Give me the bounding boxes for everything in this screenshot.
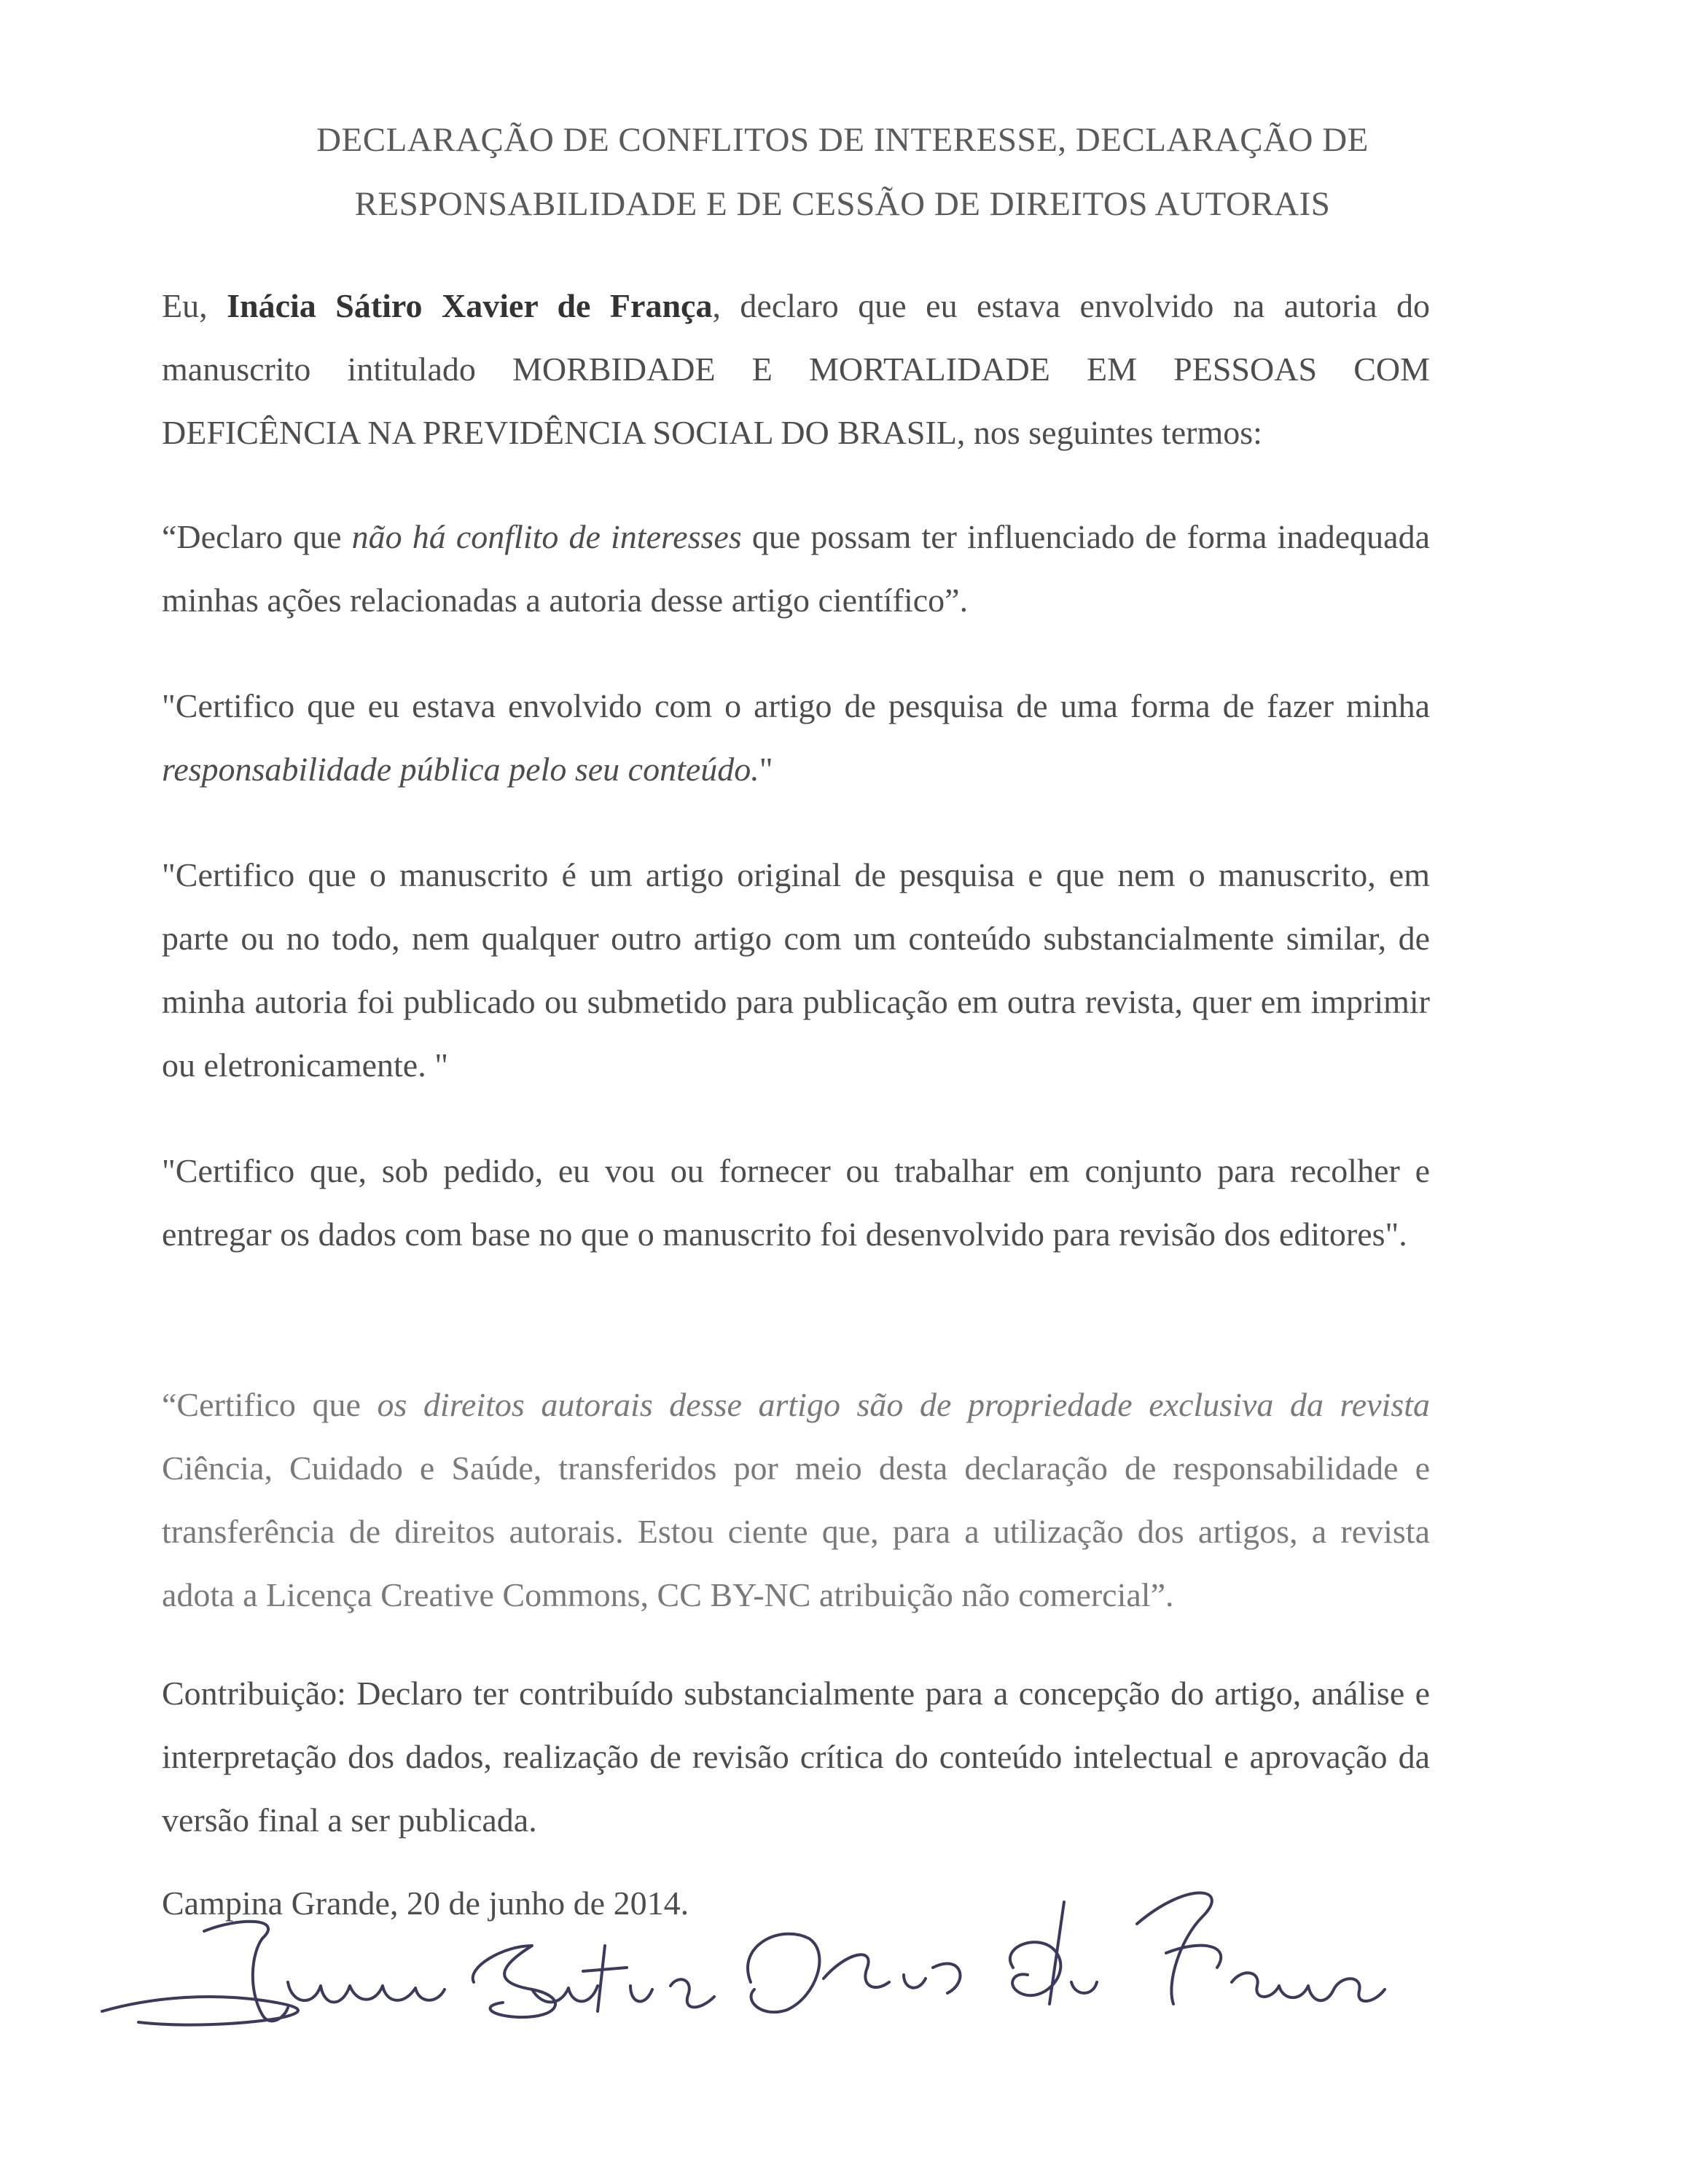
responsibility-emphasis: responsabilidade pública pelo seu conteúdo.	[162, 751, 759, 788]
document-title	[146, 108, 1539, 236]
data-sharing-statement: "Certifico que, sob pedido, eu vou ou fornecer ou trabalhar em conjunto para recolher e entregar os dados com base no que o manuscrito foi desenvolvido para revisão dos editores".	[162, 1152, 1430, 1253]
manuscript-title: MORBIDADE E MORTALIDADE EM PESSOAS COM DEFICÊNCIA NA PREVIDÊNCIA SOCIAL DO BRASIL	[162, 351, 1430, 451]
conflict-open: “Declaro que	[162, 518, 352, 555]
copyright-statement	[162, 1373, 1430, 1627]
copyright-close: Ciência, Cuidado e Saúde, transferidos por meio desta declaração de responsabilidade e transferência de direitos autorais. Estou ciente que, para a utilização dos artigos, a revista adota a Licença Creative Commons, CC BY-NC atribuição não comercial”.	[162, 1449, 1430, 1613]
author-name: Inácia Sátiro Xavier de França	[227, 287, 713, 324]
intro-prefix: Eu,	[162, 287, 227, 324]
handwritten-signature	[95, 1836, 1392, 2055]
conflict-emphasis: não há conflito de interesses	[351, 518, 742, 555]
responsibility-statement	[162, 674, 1430, 801]
place-and-date: Campina Grande, 20 de junho de 2014.	[162, 1884, 689, 1922]
intro-text-b: , nos seguintes termos:	[956, 414, 1262, 451]
contribution-paragraph: Contribuição: Declaro ter contribuído substancialmente para a concepção do artigo, análise e interpretação dos dados, realização de revisão crítica do conteúdo intelectual e aprovação da versão final a ser publicada.	[162, 1675, 1430, 1839]
intro-text-a: , declaro que eu estava envolvido na autoria do manuscrito intitulado	[162, 287, 1430, 388]
signature-graphic	[95, 1836, 1392, 2055]
responsibility-close: "	[759, 751, 773, 788]
intro-paragraph	[162, 274, 1430, 464]
conflict-close: que possam ter influenciado de forma inadequada minhas ações relacionadas a autoria desse artigo científico”.	[162, 518, 1431, 619]
copyright-open: “Certifico que	[162, 1386, 378, 1423]
title-line-2: RESPONSABILIDADE E DE CESSÃO DE DIREITOS AUTORAIS	[354, 185, 1331, 223]
conflict-statement	[162, 505, 1430, 632]
title-line-1: DECLARAÇÃO DE CONFLITOS DE INTERESSE, DECLARAÇÃO DE	[316, 121, 1369, 159]
responsibility-open: "Certifico que eu estava envolvido com o artigo de pesquisa de uma forma de fazer minha	[162, 687, 1430, 724]
copyright-emphasis: os direitos autorais desse artigo são de propriedade exclusiva da revista	[377, 1386, 1430, 1423]
originality-statement: "Certifico que o manuscrito é um artigo original de pesquisa e que nem o manuscrito, em parte ou no todo, nem qualquer outro artigo com um conteúdo substancialmente similar, de minha autoria foi publicado ou submetido para publicação em outra revista, quer em imprimir ou eletronicamente. "	[162, 856, 1430, 1084]
